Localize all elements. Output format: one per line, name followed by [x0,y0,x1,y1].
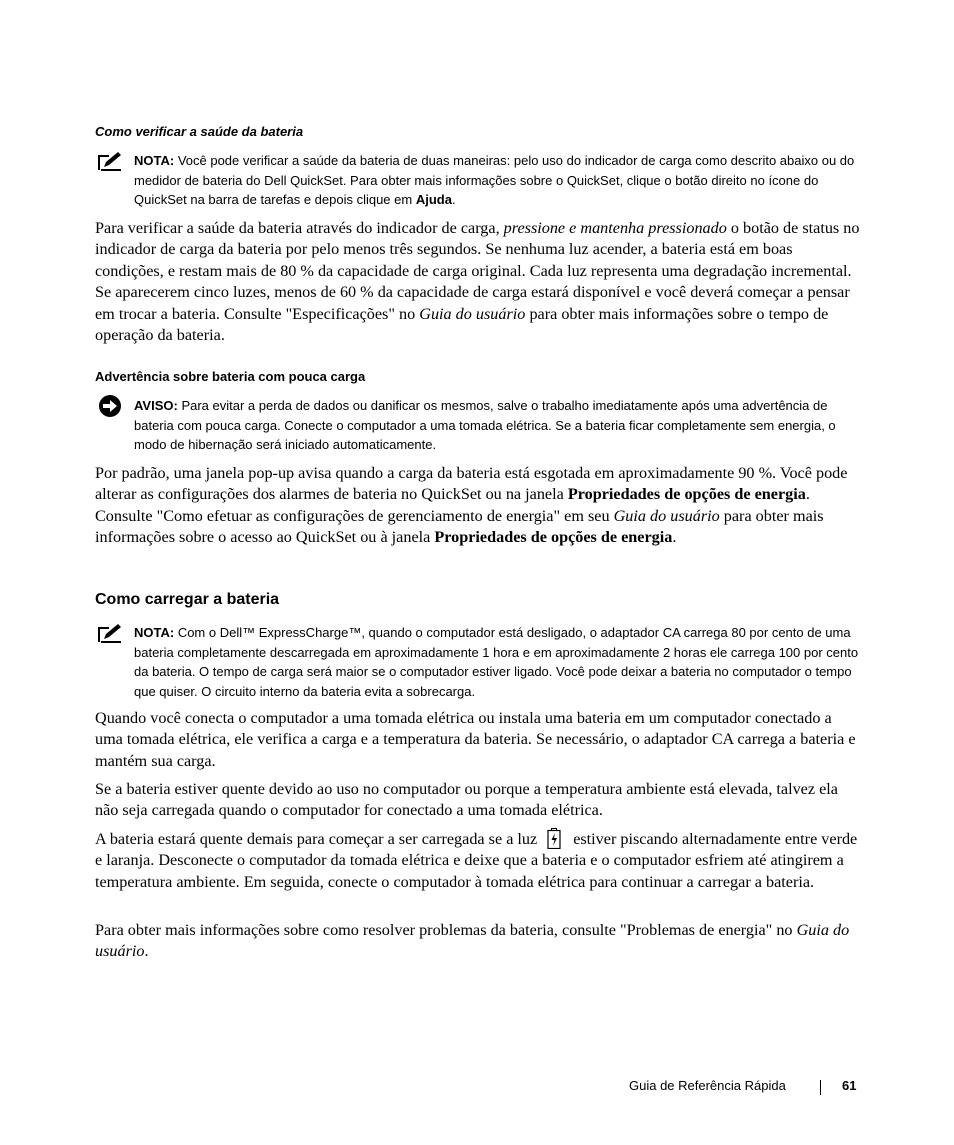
para-text: A bateria estará quente demais para começar a ser carregada se a luz [95,830,538,848]
note-label: NOTA: [134,153,175,168]
note-text-end: . [451,192,456,208]
para-text: . [144,942,149,961]
note-help-term: Ajuda [415,192,452,208]
battery-charge-icon [547,828,561,849]
para-text: o botão de status no indicador de carga da bateria por pelo menos três segundos. Se nenhuma luz acender, a bateria está em boas condições, e restam mais de 80 % da capacidade de carga original. Cada luz representa uma degradação incremental. Se aparecerem cinco luzes, menos de 60 % da capacidade de carga estará disponível e você deverá começar a pensar em trocar a bateria. Consulte "Especificações" no [95,219,860,323]
note-charging [95,623,865,701]
heading-charging: Como carregar a bateria [95,591,280,608]
note-battery-health [95,151,865,210]
note-text: Com o Dell™ ExpressCharge™, quando o computador está desligado, o adaptador CA carrega 80 por cento de uma bateria completamente descarregada em aproximadamente 1 hora e em aproximadamente 2 horas ele carrega 100 por cento da bateria. O tempo de carga será maior se o computador estiver ligado. Você pode deixar a bateria no computador o tempo que quiser. O circuito interno da bateria evita a sobrecarga. [134,625,859,699]
notice-label: AVISO: [134,398,178,413]
para-bold: Propriedades de opções de energia [567,485,806,504]
para-text: estiver piscando alternadamente entre verde e laranja. Desconecte o computador da tomada elétrica e deixe que a bateria e o computador esfriem até atingirem a temperatura ambiente. Em seguida, conecte o computador à tomada elétrica para continuar a carregar a bateria. [95,830,858,891]
note-pencil-icon [98,151,122,171]
footer-title: Guia de Referência Rápida [629,1078,786,1093]
para-italic: Guia do usuário [95,921,850,961]
para-italic: Guia do usuário [613,506,720,525]
heading-battery-health: Como verificar a saúde da bateria [95,124,304,139]
para-text: Para obter mais informações sobre como resolver problemas da bateria, consulte "Problemas de energia" no [95,921,797,939]
para-text: para obter mais informações sobre o tempo de operação da bateria. [95,304,829,345]
para-text: para obter mais informações sobre o acesso ao QuickSet ou à janela [95,506,824,547]
para-italic: Guia do usuário [419,304,526,323]
para-text: Por padrão, uma janela pop-up avisa quando a carga da bateria está esgotada em aproximadamente 90 %. Você pode alterar as configurações dos alarmes de bateria no QuickSet ou na janela [95,464,848,504]
para-text: Para verificar a saúde da bateria através do indicador de carga, [95,219,504,237]
paragraph-low-battery [95,463,860,549]
para-text: . Consulte "Como efetuar as configurações de gerenciamento de energia" em seu [95,485,810,525]
paragraph-charging-4 [95,920,860,963]
para-bold: Propriedades de opções de energia [434,528,673,547]
notice-text: Para evitar a perda de dados ou danificar os mesmos, salve o trabalho imediatamente após uma advertência de bateria com pouca carga. Conecte o computador a uma tomada elétrica. Se a bateria ficar completamente sem energia, o modo de hibernação será iniciado automaticamente. [134,398,836,453]
note-text: Você pode verificar a saúde da bateria de duas maneiras: pelo uso do indicador de carga como descrito abaixo ou do medidor de bateria do Dell QuickSet. Para obter mais informações sobre o QuickSet, clique o botão direito no ícone do QuickSet na barra de tarefas e depois clique em [134,153,855,208]
note-pencil-icon [98,623,122,643]
notice-low-battery [95,396,865,455]
para-text: . [672,528,677,547]
page-number: 61 [842,1078,857,1093]
para-italic: pressione e mantenha pressionado [503,219,727,237]
paragraph-health-check [95,218,860,346]
footer-divider [820,1080,821,1095]
paragraph-charging-2: Se a bateria estiver quente devido ao uso no computador ou porque a temperatura ambiente está elevada, talvez ela não seja carregada quando o computador for conectado a uma tomada elétrica. [95,780,838,820]
paragraph-charging-3 [95,828,860,893]
heading-low-battery: Advertência sobre bateria com pouca carga [95,369,366,384]
note-label: NOTA: [134,625,175,640]
paragraph-charging-1: Quando você conecta o computador a uma tomada elétrica ou instala uma bateria em um computador conectado a uma tomada elétrica, ele verifica a carga e a temperatura da bateria. Se necessário, o adaptador CA carrega a bateria e mantém sua carga. [95,709,856,770]
notice-arrow-icon [98,394,122,418]
